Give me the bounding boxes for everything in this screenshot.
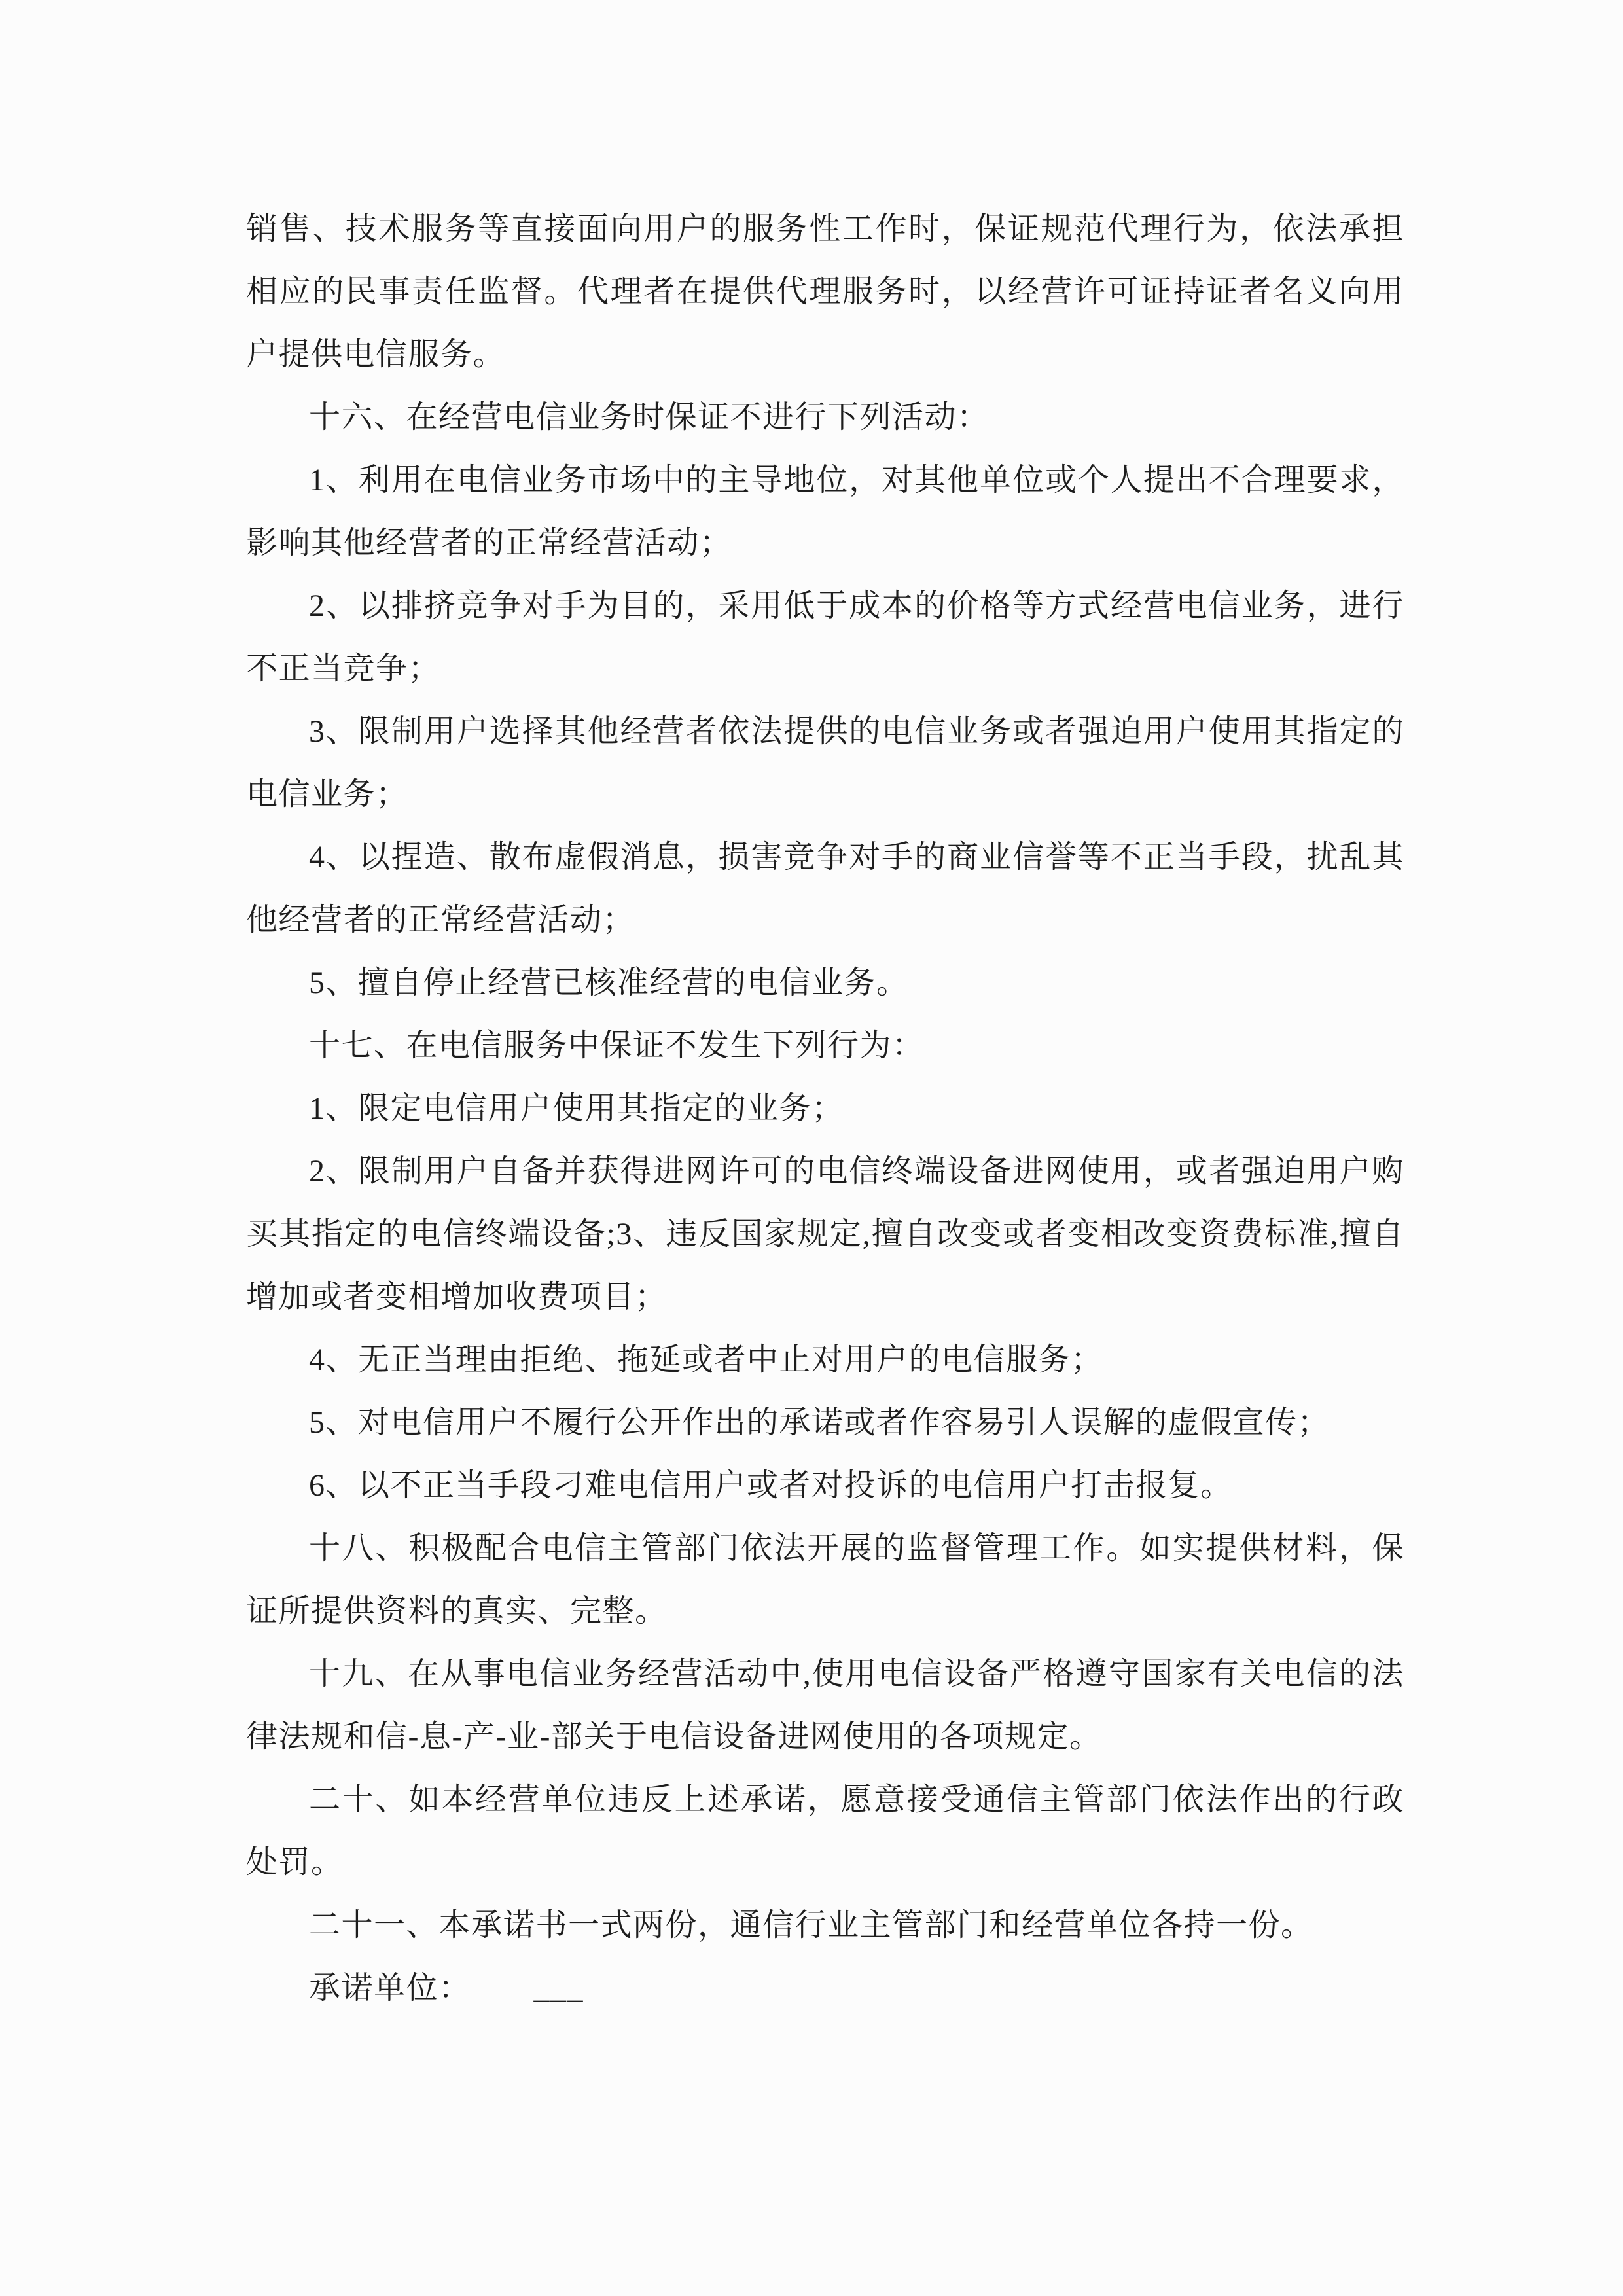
paragraph-article-21: 二十一、本承诺书一式两份，通信行业主管部门和经营单位各持一份。 (309, 1908, 1313, 1943)
paragraph-16-item-1: 1、利用在电信业务市场中的主导地位，对其他单位或个人提出不合理要求，影响其他经营者的正常经营活动； (246, 463, 1404, 560)
paragraph-17-item-2-3: 2、限制用户自备并获得进网许可的电信终端设备进网使用，或者强迫用户购买其指定的电信终端设备;3、违反国家规定,擅自改变或者变相改变资费标准,擅自增加或者变相增加收费项目； (246, 1154, 1404, 1314)
paragraph-article-16: 十六、在经营电信业务时保证不进行下列活动： (309, 400, 990, 435)
paragraph-17-item-1: 1、限定电信用户使用其指定的业务； (309, 1091, 844, 1126)
paragraph-continued: 销售、技术服务等直接面向用户的服务性工作时，保证规范代理行为，依法承担相应的民事责任监督。代理者在提供代理服务时，以经营许可证持证者名义向用户提供电信服务。 (246, 211, 1404, 372)
paragraph-16-item-5: 5、擅自停止经营已核准经营的电信业务。 (309, 965, 909, 1000)
paragraph-17-item-6: 6、以不正当手段刁难电信用户或者对投诉的电信用户打击报复。 (309, 1468, 1233, 1503)
paragraph-16-item-2: 2、以排挤竞争对手为目的，采用低于成本的价格等方式经营电信业务，进行不正当竞争； (246, 588, 1404, 686)
paragraph-article-20: 二十、如本经营单位违反上述承诺，愿意接受通信主管部门依法作出的行政处罚。 (246, 1782, 1404, 1880)
paragraph-17-item-4: 4、无正当理由拒绝、拖延或者中止对用户的电信服务； (309, 1342, 1103, 1377)
signature-label: 承诺单位： (309, 1971, 471, 2005)
paragraph-article-18: 十八、积极配合电信主管部门依法开展的监督管理工作。如实提供材料，保证所提供资料的真实、完整。 (246, 1531, 1404, 1628)
signature-blank-line: ___ (533, 1971, 584, 2005)
paragraph-17-item-5: 5、对电信用户不履行公开作出的承诺或者作容易引人误解的虚假宣传； (309, 1405, 1330, 1440)
signature-row (246, 1957, 1404, 2020)
paragraph-16-item-4: 4、以捏造、散布虚假消息，损害竞争对手的商业信誉等不正当手段，扰乱其他经营者的正常经营活动； (246, 840, 1404, 937)
paragraph-16-item-3: 3、限制用户选择其他经营者依法提供的电信业务或者强迫用户使用其指定的电信业务； (246, 714, 1404, 812)
document-body (246, 198, 1404, 2020)
paragraph-article-17: 十七、在电信服务中保证不发生下列行为： (309, 1028, 925, 1063)
paragraph-article-19: 十九、在从事电信业务经营活动中,使用电信设备严格遵守国家有关电信的法律法规和信-息-产-业-部关于电信设备进网使用的各项规定。 (246, 1657, 1404, 1754)
